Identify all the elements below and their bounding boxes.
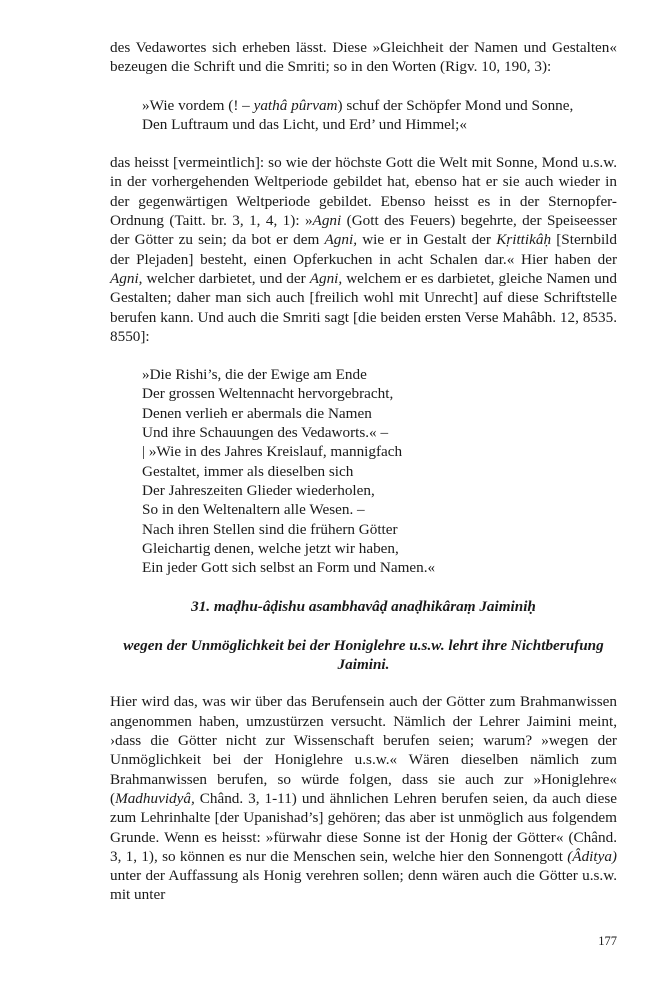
verse-line: Denen verlieh er abermals die Namen (142, 404, 372, 422)
verse-line: Nach ihren Stellen sind die frühern Götter (142, 520, 398, 538)
verse-line: | »Wie in des Jahres Kreislauf, mannigfach (142, 443, 403, 461)
sanskrit-term: Kṛittikâḥ (496, 231, 552, 249)
sutra-title: 31. maḍhu-âḍishu asambhavâḍ anaḍhikâraṃ Jaiminiḥ (191, 598, 536, 616)
sanskrit-term: Agni, (324, 231, 358, 249)
sanskrit-term: Agni, (309, 269, 343, 287)
verse-line: So in den Weltenaltern alle Wesen. – (142, 501, 365, 519)
sanskrit-term: Agni (312, 212, 342, 230)
paragraph-explanation: das heisst [vermeintlich]: so wie der höchste Gott die Welt mit Sonne, Mond u.s.w. in der vorhergehenden Weltperiode gebildet hat, ebenso hat er sie auch wieder in der gegenwärtigen Weltperiode gebildet. Ebenso heisst es in der Sternopfer-Ordnung (Taitt. br. 3, 1, 4, 1): »Agni (Gott des Feuers) begehrte, der Speiseesser der Götter zu sein; da bot er dem Agni, wie er in Gestalt der Kṛittikâḥ [Sternbild der Plejaden] besteht, einen Opferkuchen in acht Schalen dar.« Hier haben der Agni, welcher darbietet, und der Agni, welchem er es darbietet, gleiche Namen und Gestalten; daher man sich auch [freilich wohl mit Unrecht] auf diese Schriftstelle berufen kann. Und auch die Smriti sagt [die beiden ersten Verse Mahâbh. 12, 8535. 8550]: (110, 154, 617, 345)
quote-mahabharata (142, 365, 617, 577)
paragraph-commentary: Hier wird das, was wir über das Berufensein auch der Götter zum Brahmanwissen angenommen haben, umzustürzen versucht. Nämlich der Lehrer Jaimini meint, ›dass die Götter nicht zur Wissenschaft berufen seien; warum? »wegen der Unmöglichkeit bei der Honiglehre u.s.w.« Wären dieselben nämlich zum Brahmanwissen berufen, so würde folgen, dass sie auch zur »Honiglehre« (Madhuvidyâ, Chând. 3, 1-11) und ähnlichen Lehren berufen seien, da auch diese zum Lehrinhalte [der Upanishad’s] gehören; das aber ist unmöglich aus folgendem Grunde. Wenn es heisst: »fürwahr diese Sonne ist der Honig der Götter« (Chând. 3, 1, 1), so können es nur die Menschen sein, welche hier den Sonnengott (Âditya) unter der Auffassung als Honig verehren sollen; denn wären auch die Götter u.s.w. mit unter (110, 693, 617, 904)
verse-line: Der grossen Weltennacht hervorgebracht, (142, 385, 394, 403)
page-body (110, 38, 617, 905)
quote-rigveda (142, 96, 617, 135)
quote-line: »Wie vordem (! – yathâ pûrvam) schuf der Schöpfer Mond und Sonne, (142, 96, 574, 114)
quote-line: Den Luftraum und das Licht, und Erd’ und Himmel;« (142, 115, 467, 133)
paragraph-text: des Vedawortes sich erheben lässt. Diese »Gleichheit der Namen und Gestalten« bezeugen die Schrift und die Smriti; so in den Worten (Rigv. 10, 190, 3): (110, 39, 617, 76)
verse-line: Der Jahreszeiten Glieder wiederholen, (142, 481, 375, 499)
verse-line: Gestaltet, immer als dieselben sich (142, 462, 354, 480)
page-number: 177 (598, 934, 617, 948)
sanskrit-term: (Âditya) (567, 847, 617, 865)
verse-line: Ein jeder Gott sich selbst an Form und Namen.« (142, 559, 436, 577)
sanskrit-term: Agni, (110, 269, 143, 287)
sanskrit-term: Madhuvidyâ, (115, 789, 195, 807)
paragraph-intro (110, 38, 617, 77)
verse-line: Gleichartig denen, welche jetzt wir haben, (142, 539, 399, 557)
sutra-translation: wegen der Unmöglichkeit bei der Honiglehre u.s.w. lehrt ihre Nichtberufung Jaimini. (123, 637, 604, 674)
verse-line: »Die Rishi’s, die der Ewige am Ende (142, 366, 367, 384)
sanskrit-term: yathâ pûrvam (253, 96, 338, 114)
verse-line: Und ihre Schauungen des Vedaworts.« – (142, 424, 389, 442)
